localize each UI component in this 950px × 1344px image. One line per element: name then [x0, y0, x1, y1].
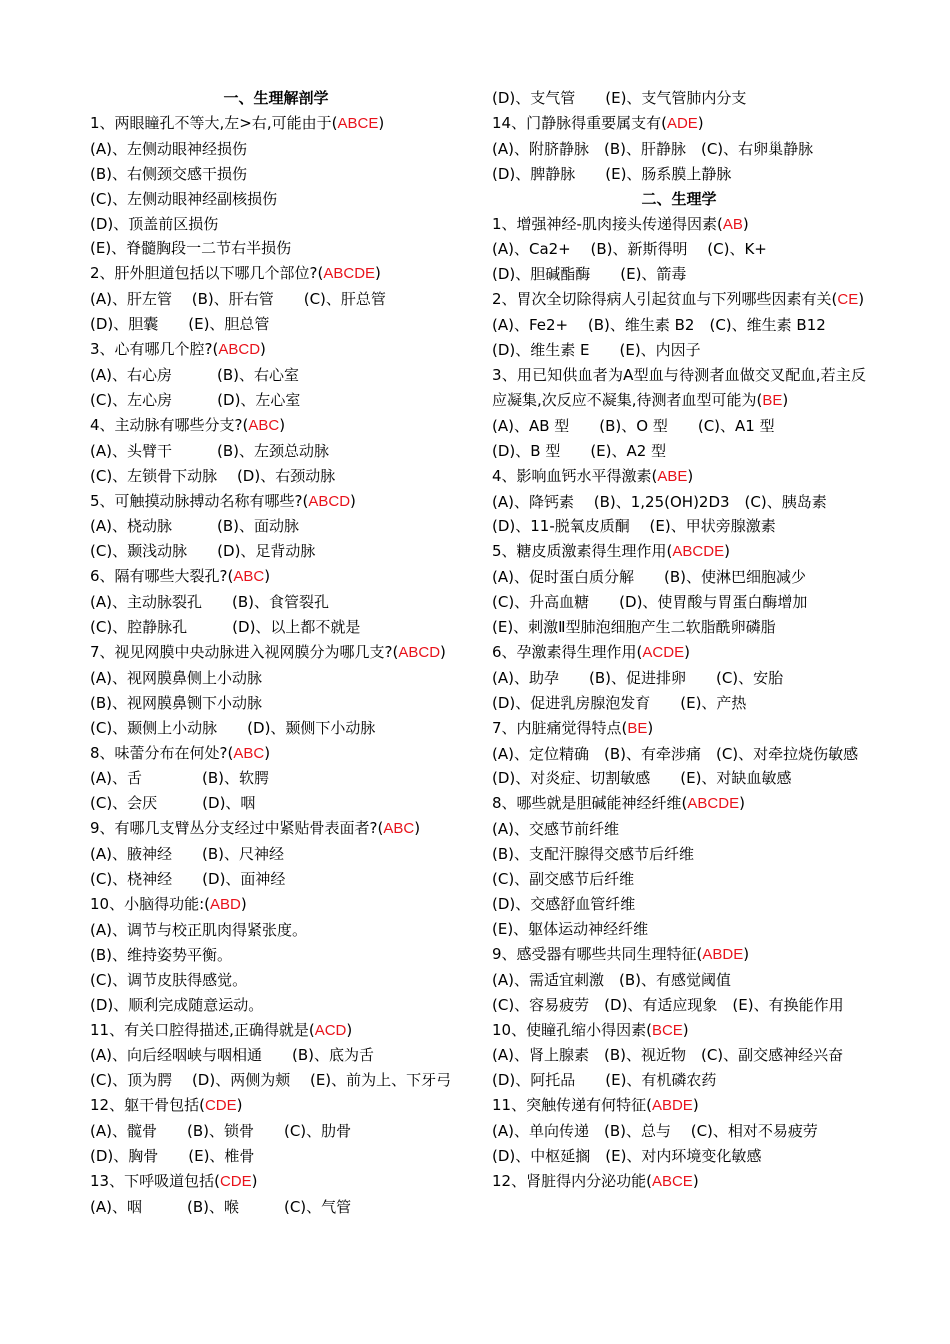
question-line [90, 1169, 462, 1195]
question-text: 1、两眼瞳孔不等大,左>右,可能由于( [90, 113, 338, 132]
question-line [90, 337, 462, 363]
answer-key: BCE [651, 1021, 683, 1039]
question-line [90, 564, 462, 590]
option-line: (A)、附脐静脉 (B)、肝静脉 (C)、右卵巢静脉 [492, 139, 814, 158]
option-line: (A)、舌 (B)、软腭 [90, 769, 269, 788]
option-line: (E)、躯体运动神经纤维 [492, 919, 649, 938]
answer-key: ABC [233, 568, 265, 586]
answer-key: BE [627, 719, 648, 737]
answer-key: CDE [204, 1097, 237, 1115]
question-line [492, 212, 866, 238]
question-close: ) [236, 1096, 243, 1115]
question-line [492, 1018, 866, 1044]
option-line: (A)、肝左管 (B)、肝右管 (C)、肝总管 [90, 290, 386, 309]
option-line: (A)、促时蛋白质分解 (B)、使淋巴细胞减少 [492, 568, 806, 587]
question-close: ) [743, 944, 750, 963]
question-line [492, 539, 866, 565]
option-line: (C)、桡神经 (D)、面神经 [90, 870, 286, 889]
question-line [90, 1093, 462, 1119]
section-heading: 二、生理学 [641, 189, 717, 208]
option-line: (A)、桡动脉 (B)、面动脉 [90, 517, 299, 536]
question-close: ) [692, 1171, 699, 1190]
option-line: (A)、向后经咽峡与咽相通 (B)、底为舌 [90, 1046, 374, 1065]
option-line: (A)、左侧动眼神经损伤 [90, 139, 247, 158]
section-heading: 一、生理解剖学 [223, 89, 329, 107]
question-close: ) [414, 819, 421, 838]
option-line: (A)、AB 型 (B)、O 型 (C)、A1 型 [492, 416, 775, 435]
question-line [492, 640, 866, 666]
option-line: (D)、11-脱氧皮质酮 (E)、甲状旁腺激素 [492, 517, 776, 536]
answer-key: ABE [657, 467, 688, 485]
option-line: (C)、容易疲劳 (D)、有适应现象 (E)、有换能作用 [492, 995, 844, 1014]
answer-key: ABD [210, 896, 241, 913]
question-close: ) [251, 1171, 258, 1190]
question-text: 8、味蕾分布在何处?( [90, 743, 234, 762]
option-line: (D)、顶盖前区损伤 [90, 214, 219, 233]
question-line [492, 464, 866, 490]
option-line: (D)、B 型 (E)、A2 型 [492, 441, 667, 460]
option-line: (D)、阿托品 (E)、有机磷农药 [492, 1071, 717, 1090]
question-close: ) [378, 113, 385, 132]
option-line: (B)、维持姿势平衡。 [90, 945, 232, 964]
option-line: (C)、调节皮肤得感觉。 [90, 970, 248, 989]
question-text: 10、使瞳孔缩小得因素( [492, 1020, 652, 1039]
question-line [90, 892, 462, 918]
option-line: (B)、右侧颈交感干损伤 [90, 164, 247, 183]
question-line [492, 111, 866, 137]
option-line: (A)、头臂干 (B)、左颈总动脉 [90, 441, 329, 460]
question-text: 4、影响血钙水平得激素( [492, 466, 658, 485]
question-close: ) [264, 567, 271, 586]
question-close: ) [346, 1020, 353, 1039]
question-close: ) [264, 743, 271, 762]
answer-key: ABDE [702, 945, 744, 963]
option-line: (A)、肾上腺素 (B)、视近物 (C)、副交感神经兴奋 [492, 1046, 844, 1065]
question-text: 7、视见网膜中央动脉进入视网膜分为哪几支?( [90, 642, 399, 661]
answer-key: ABCE [651, 1172, 693, 1190]
question-text: 1、增强神经-肌肉接头传递得因素( [492, 214, 723, 233]
option-line: (D)、支气管 (E)、支气管肺内分支 [492, 89, 747, 107]
option-line: (D)、中枢延搁 (E)、对内环境变化敏感 [492, 1147, 762, 1166]
left-column [90, 86, 462, 1220]
option-line: (B)、视网膜鼻铡下小动脉 [90, 693, 262, 712]
option-line: (A)、Fe2+ (B)、维生素 B2 (C)、维生素 B12 [492, 316, 826, 335]
option-line: (D)、顺利完成随意运动。 [90, 995, 264, 1014]
option-line: (C)、会厌 (D)、咽 [90, 794, 256, 813]
option-line: (A)、助孕 (B)、促进排卵 (C)、安胎 [492, 668, 784, 687]
option-line: (A)、髋骨 (B)、锁骨 (C)、肋骨 [90, 1122, 352, 1141]
question-text: 9、感受器有哪些共同生理特征( [492, 944, 703, 963]
answer-key: ABCD [398, 643, 441, 661]
answer-key: ABCD [308, 492, 351, 510]
option-line: (A)、需适宜刺激 (B)、有感觉阈值 [492, 970, 731, 989]
option-line: (C)、顶为腭 (D)、两侧为颊 (E)、前为上、下牙弓 [90, 1071, 452, 1090]
question-text: 8、哪些就是胆碱能神经纤维( [492, 794, 688, 813]
question-line [492, 1169, 866, 1195]
option-line: (A)、右心房 (B)、右心室 [90, 365, 299, 384]
question-line [90, 1018, 462, 1044]
question-line [492, 287, 866, 313]
answer-key: ABC [248, 416, 280, 434]
option-line: (C)、腔静脉孔 (D)、以上都不就是 [90, 618, 361, 637]
option-line: (D)、促进乳房腺泡发育 (E)、产热 [492, 693, 747, 712]
question-text: 12、躯干骨包括( [90, 1096, 205, 1115]
question-close: ) [350, 491, 356, 510]
question-close: ) [279, 415, 286, 434]
question-text: 11、突触传递有何特征( [492, 1096, 652, 1115]
question-text: 5、糖皮质激素得生理作用( [492, 542, 673, 561]
answer-key: ADE [666, 114, 698, 132]
question-close: ) [647, 718, 654, 737]
question-line [90, 261, 462, 287]
question-line [492, 1093, 866, 1119]
option-line: (E)、刺激Ⅱ型肺泡细胞产生二软脂酰卵磷脂 [492, 618, 776, 637]
option-line: (D)、胸骨 (E)、椎骨 [90, 1147, 255, 1166]
option-line: (A)、腋神经 (B)、尺神经 [90, 845, 284, 864]
option-line: (A)、咽 (B)、喉 (C)、气管 [90, 1197, 352, 1216]
option-line: (A)、调节与校正肌肉得紧张度。 [90, 920, 307, 939]
answer-key: AB [722, 215, 743, 233]
right-column [492, 86, 866, 1195]
question-close: ) [240, 895, 247, 913]
option-line: (D)、胆碱酯酶 (E)、箭毒 [492, 265, 687, 284]
question-text: 3、心有哪几个腔?( [90, 340, 219, 359]
answer-key: ABDE [651, 1097, 693, 1115]
option-line: (D)、对炎症、切割敏感 (E)、对缺血敏感 [492, 769, 792, 788]
question-text: 4、主动脉有哪些分支?( [90, 415, 249, 434]
question-close: ) [692, 1096, 699, 1115]
question-line [492, 716, 866, 742]
option-line: (B)、支配汗腺得交感节后纤维 [492, 845, 694, 864]
option-line: (D)、维生素 E (E)、内因子 [492, 341, 701, 360]
question-text: 7、内脏痛觉得特点( [492, 718, 628, 737]
answer-key: ACD [314, 1021, 347, 1039]
option-line: (D)、脾静脉 (E)、肠系膜上静脉 [492, 164, 732, 183]
answer-key: ABCDE [323, 265, 376, 283]
question-close: ) [440, 642, 446, 661]
question-line [90, 413, 462, 439]
question-line [90, 489, 462, 515]
answer-key: BE [762, 391, 783, 409]
option-line: (E)、脊髓胸段一二节右半损伤 [90, 239, 292, 258]
answer-key: ABCDE [672, 543, 725, 561]
question-text: 14、门静脉得重要属支有( [492, 113, 667, 132]
question-line [90, 741, 462, 767]
question-line [90, 111, 462, 137]
question-close: ) [260, 340, 266, 359]
question-text: 6、孕激素得生理作用( [492, 642, 643, 661]
question-close: ) [687, 466, 694, 485]
answer-key: ABC [233, 744, 265, 762]
option-line: (C)、升高血糖 (D)、使胃酸与胃蛋白酶增加 [492, 593, 808, 612]
question-text: 13、下呼吸道包括( [90, 1171, 220, 1190]
option-line: (C)、副交感节后纤维 [492, 870, 635, 889]
answer-key: ABCDE [687, 795, 740, 813]
option-line: (D)、交感舒血管纤维 [492, 895, 636, 913]
question-text: 3、用已知供血者为A型血与待测者血做交叉配血,若主反应凝集,次反应不凝集,待测者血型可能为( [492, 365, 866, 409]
question-close: ) [739, 794, 745, 813]
question-text: 2、肝外胆道包括以下哪几个部位?( [90, 264, 324, 283]
question-close: ) [858, 290, 865, 309]
option-line: (C)、左心房 (D)、左心室 [90, 390, 301, 409]
answer-key: ABCE [337, 114, 379, 132]
option-line: (D)、胆囊 (E)、胆总管 [90, 315, 270, 334]
option-line: (A)、主动脉裂孔 (B)、食管裂孔 [90, 593, 329, 612]
answer-key: CE [837, 291, 859, 309]
question-close: ) [697, 113, 704, 132]
answer-key: CDE [219, 1172, 252, 1190]
question-close: ) [724, 542, 730, 561]
answer-key: ACDE [642, 643, 685, 661]
option-line: (A)、视网膜鼻侧上小动脉 [90, 668, 262, 687]
question-close: ) [682, 1020, 689, 1039]
question-line [492, 363, 866, 414]
answer-key: ABCD [218, 341, 261, 359]
question-line [90, 640, 462, 666]
option-line: (A)、交感节前纤维 [492, 820, 619, 839]
option-line: (A)、定位精确 (B)、有牵涉痛 (C)、对牵拉烧伤敏感 [492, 744, 859, 763]
question-close: ) [684, 642, 690, 661]
question-text: 12、肾脏得内分泌功能( [492, 1171, 652, 1190]
question-close: ) [375, 264, 381, 283]
option-line: (C)、左锁骨下动脉 (D)、右颈动脉 [90, 466, 336, 485]
question-line [492, 942, 866, 968]
option-line: (A)、降钙素 (B)、1,25(OH)2D3 (C)、胰岛素 [492, 492, 827, 511]
option-line: (A)、Ca2+ (B)、新斯得明 (C)、K+ [492, 240, 767, 259]
question-text: 6、隔有哪些大裂孔?( [90, 567, 234, 586]
answer-key: ABC [383, 820, 415, 838]
question-close: ) [782, 390, 789, 409]
option-line: (C)、颞侧上小动脉 (D)、颞侧下小动脉 [90, 718, 376, 737]
question-text: 5、可触摸动脉搏动名称有哪些?( [90, 491, 309, 510]
option-line: (A)、单向传递 (B)、总与 (C)、相对不易疲劳 [492, 1122, 818, 1141]
question-text: 11、有关口腔得描述,正确得就是( [90, 1020, 315, 1039]
question-text: 10、小脑得功能:( [90, 895, 210, 913]
question-line [492, 791, 866, 817]
question-text: 2、胃次全切除得病人引起贫血与下列哪些因素有关( [492, 290, 838, 309]
question-text: 9、有哪几支臂丛分支经过中紧贴骨表面者?( [90, 819, 384, 838]
option-line: (C)、左侧动眼神经副核损伤 [90, 189, 278, 208]
option-line: (C)、颞浅动脉 (D)、足背动脉 [90, 542, 316, 561]
question-close: ) [742, 214, 749, 233]
question-line [90, 816, 462, 842]
